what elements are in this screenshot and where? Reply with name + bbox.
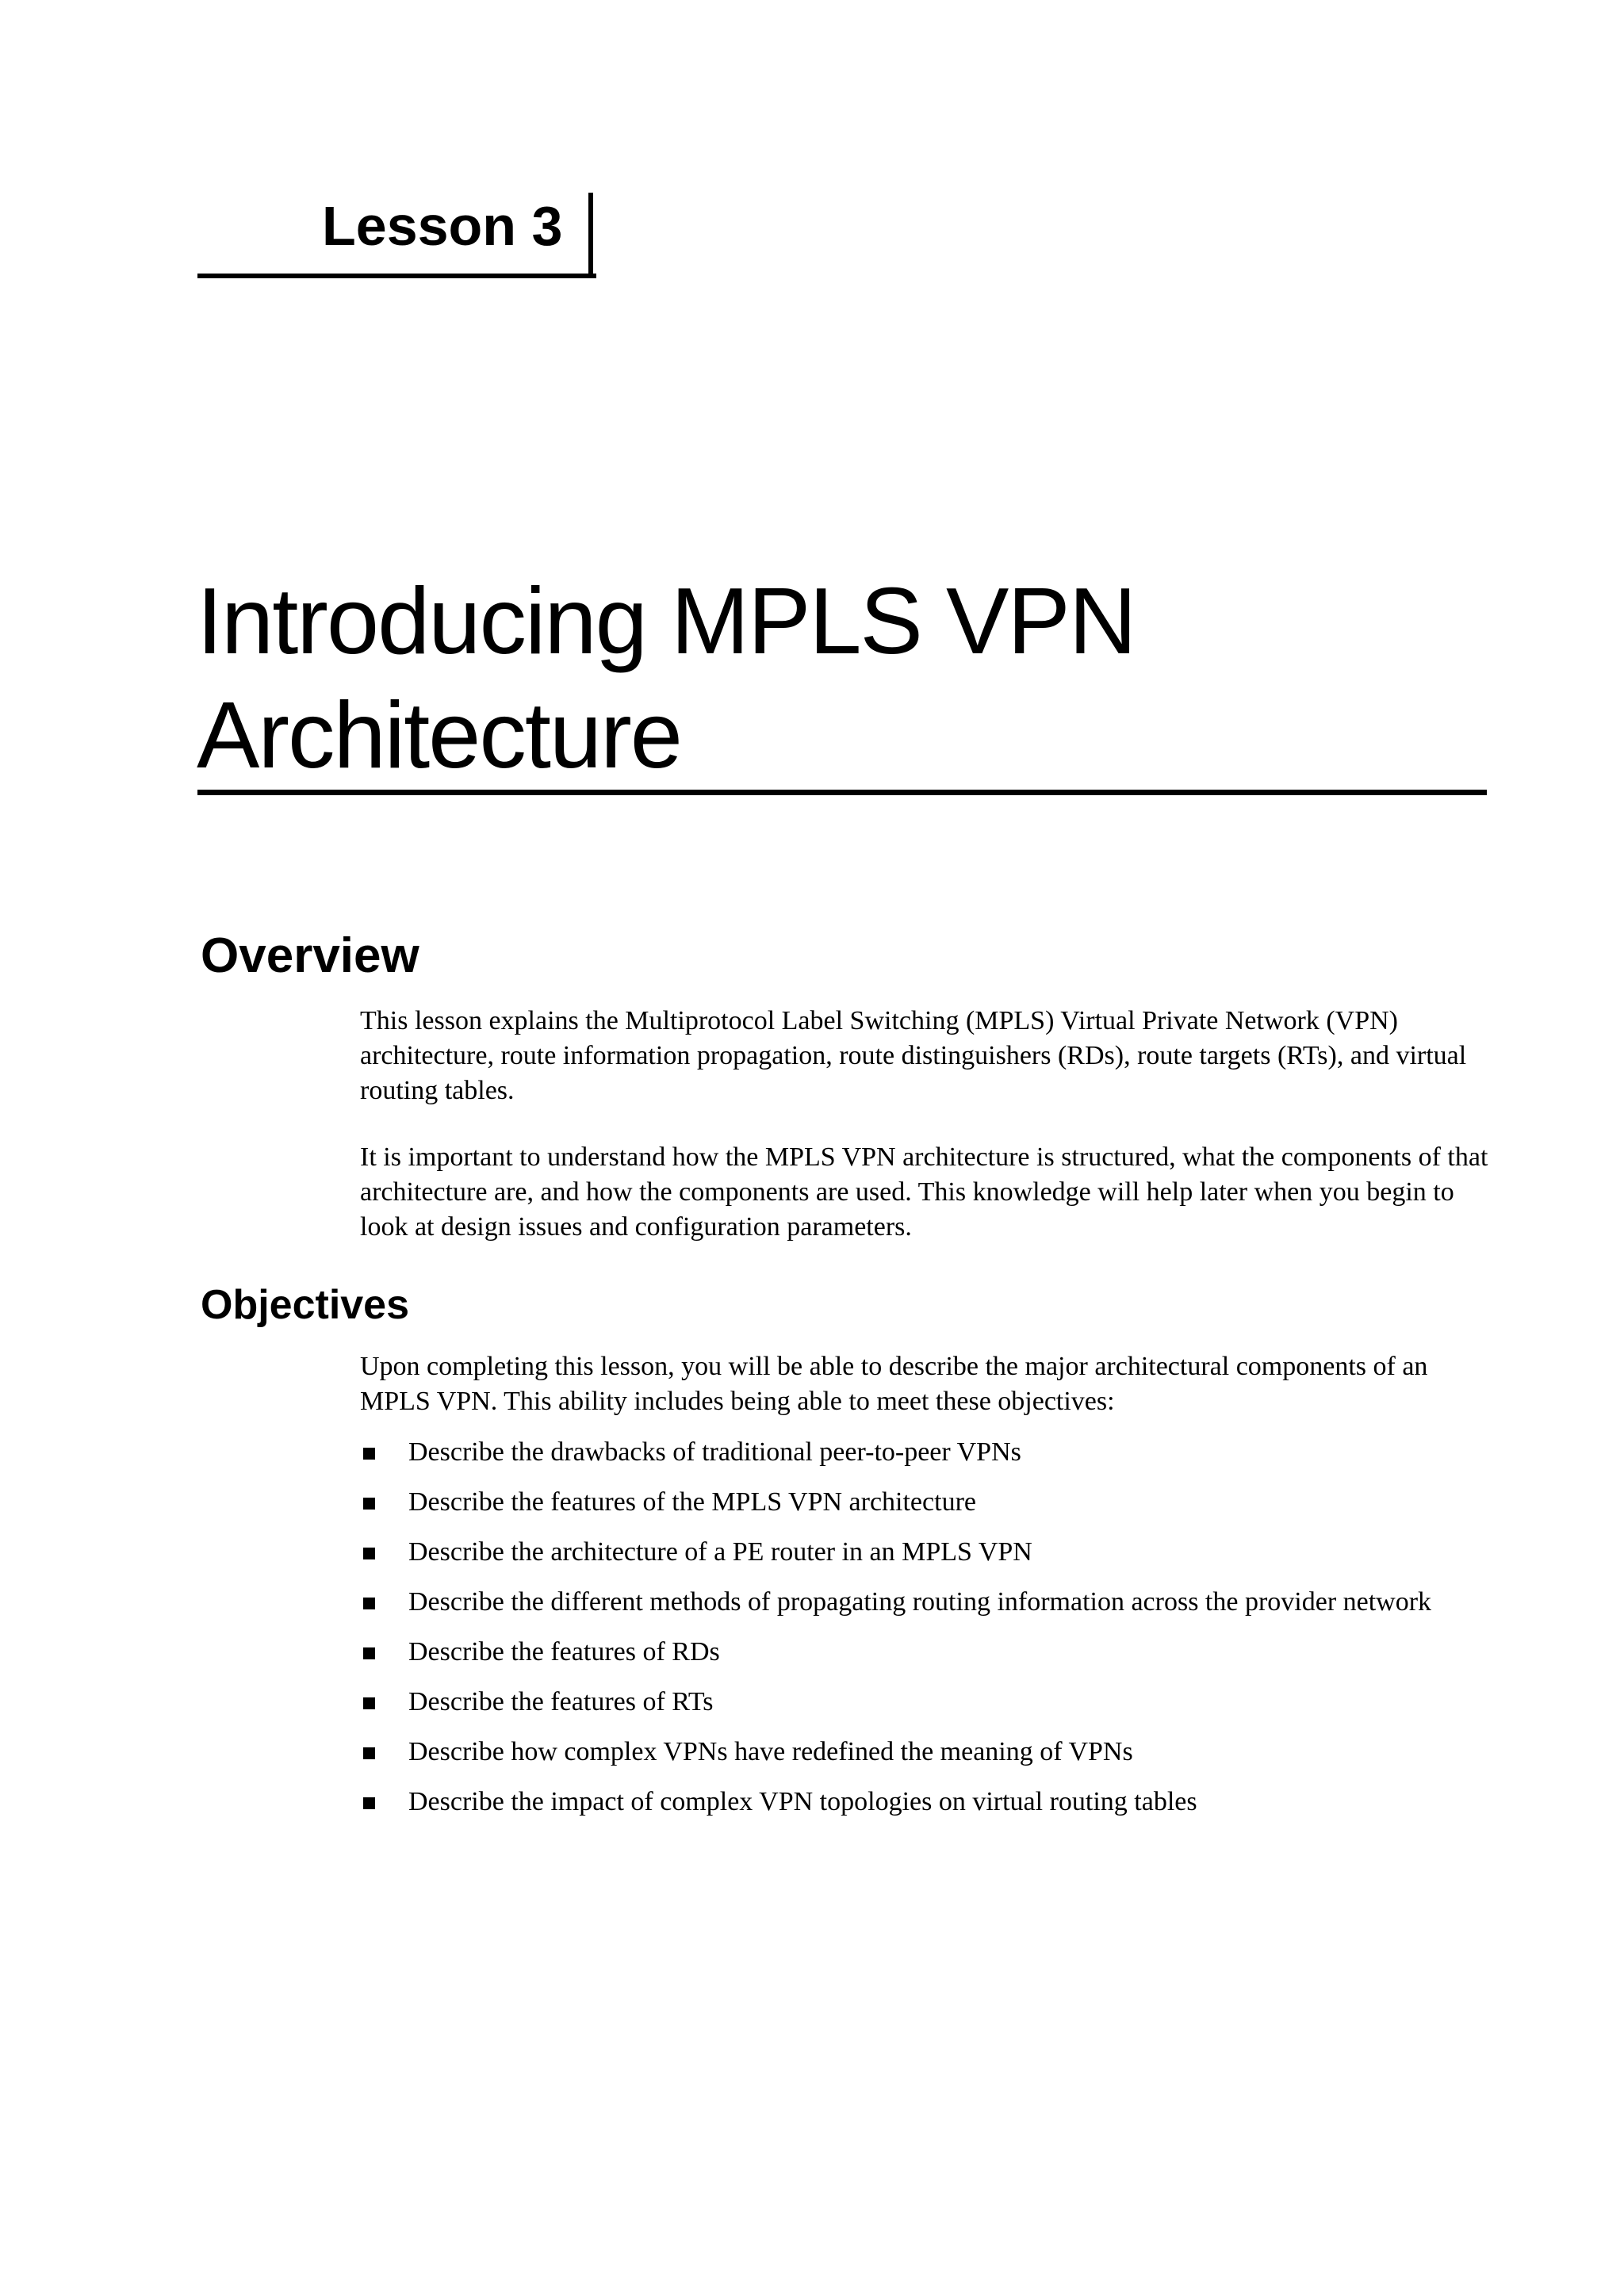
objectives-list <box>360 1435 1494 1835</box>
list-item <box>360 1735 1494 1770</box>
list-item <box>360 1785 1494 1820</box>
overview-paragraph-2: It is important to understand how the MPLS VPN architecture is structured, what the components of that architecture are, and how the components are used. This knowledge will help later when you begin to look at design issues and configuration parameters. <box>360 1142 1488 1242</box>
list-item-text: Describe the features of RDs <box>408 1637 720 1667</box>
list-item <box>360 1585 1494 1620</box>
list-item <box>360 1685 1494 1720</box>
objectives-heading: Objectives <box>201 1282 410 1328</box>
square-bullet-icon <box>363 1647 375 1659</box>
list-item-text: Describe how complex VPNs have redefined the meaning of VPNs <box>408 1737 1133 1766</box>
overview-paragraph-1: This lesson explains the Multiprotocol Label Switching (MPLS) Virtual Private Network (VPN) architecture, route information propagation, route distinguishers (RDs), route targets (RTs), and virtual routing tables. <box>360 1006 1467 1105</box>
list-item <box>360 1635 1494 1670</box>
page-title <box>197 564 1136 793</box>
list-item <box>360 1485 1494 1520</box>
square-bullet-icon <box>363 1598 375 1609</box>
title-underline <box>197 790 1487 795</box>
lesson-vertical-bar <box>588 193 593 278</box>
list-item-text: Describe the features of the MPLS VPN architecture <box>408 1487 976 1517</box>
list-item-text: Describe the impact of complex VPN topologies on virtual routing tables <box>408 1787 1197 1816</box>
lesson-underline <box>197 274 596 278</box>
list-item <box>360 1435 1494 1470</box>
square-bullet-icon <box>363 1697 375 1709</box>
list-item-text: Describe the architecture of a PE router in an MPLS VPN <box>408 1537 1032 1567</box>
list-item-text: Describe the different methods of propagating routing information across the provider network <box>408 1587 1432 1617</box>
objectives-intro: Upon completing this lesson, you will be able to describe the major architectural components of an MPLS VPN. This ability includes being able to meet these objectives: <box>360 1352 1428 1416</box>
square-bullet-icon <box>363 1448 375 1460</box>
overview-heading: Overview <box>201 928 419 983</box>
square-bullet-icon <box>363 1747 375 1759</box>
list-item-text: Describe the features of RTs <box>408 1687 714 1716</box>
list-item <box>360 1535 1494 1570</box>
square-bullet-icon <box>363 1548 375 1559</box>
lesson-label: Lesson 3 <box>322 195 563 257</box>
square-bullet-icon <box>363 1797 375 1809</box>
list-item-text: Describe the drawbacks of traditional peer-to-peer VPNs <box>408 1437 1021 1467</box>
square-bullet-icon <box>363 1498 375 1510</box>
page-title-line-1: Introducing MPLS VPN <box>197 568 1136 674</box>
page-title-line-2: Architecture <box>197 683 681 788</box>
